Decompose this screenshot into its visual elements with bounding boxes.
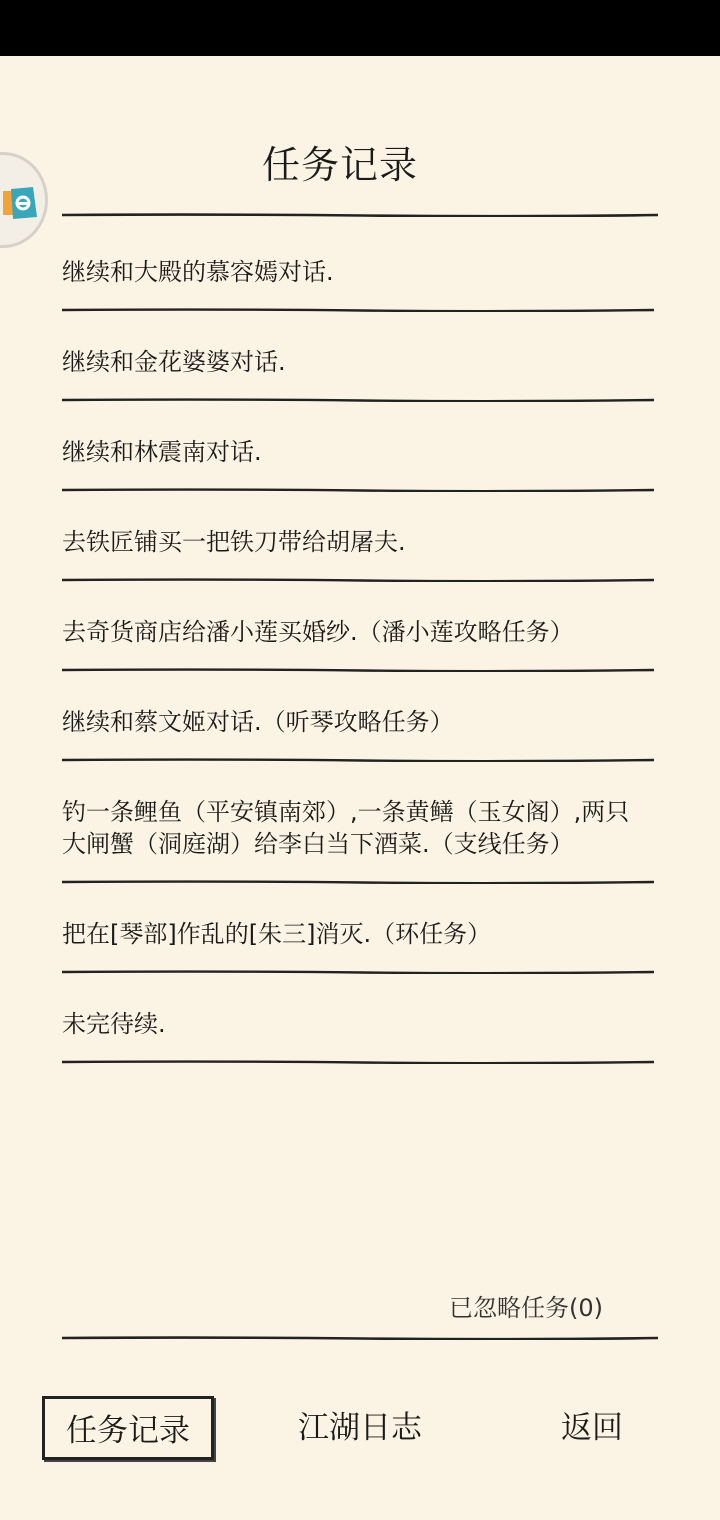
- status-bar: [0, 0, 720, 56]
- task-text: 继续和大殿的慕容嫣对话.: [62, 258, 334, 286]
- ignored-tasks-link[interactable]: 已忽略任务(0): [449, 1294, 603, 1322]
- app-shortcut-icon: [3, 185, 37, 221]
- task-list: [62, 222, 656, 1064]
- bottom-divider: [62, 1336, 658, 1340]
- page-title: 任务记录: [261, 143, 418, 187]
- task-divider: [62, 1060, 654, 1064]
- task-item[interactable]: [62, 974, 656, 1064]
- bottom-nav: [0, 1396, 720, 1462]
- task-text: 钓一条鲤鱼（平安镇南郊）,一条黄鳝（玉女阁）,两只大闸蟹（洞庭湖）给李白当下酒菜.（支线任务）: [62, 798, 630, 858]
- back-button[interactable]: 返回: [540, 1396, 644, 1460]
- task-text: 去铁匠铺买一把铁刀带给胡屠夫.: [62, 528, 406, 556]
- task-text: 把在[琴部]作乱的[朱三]消灭.（环任务）: [62, 920, 492, 948]
- task-text: 未完待续.: [62, 1010, 166, 1038]
- title-divider: [62, 213, 658, 217]
- task-item[interactable]: [62, 672, 656, 762]
- tab-task-records[interactable]: 任务记录: [42, 1396, 214, 1460]
- task-item[interactable]: [62, 222, 656, 312]
- tab-jianghu-journal[interactable]: 江湖日志: [280, 1396, 440, 1460]
- task-item[interactable]: [62, 762, 656, 884]
- task-item[interactable]: [62, 582, 656, 672]
- task-item[interactable]: [62, 402, 656, 492]
- task-item[interactable]: [62, 312, 656, 402]
- task-text: 去奇货商店给潘小莲买婚纱.（潘小莲攻略任务）: [62, 618, 574, 646]
- task-text: 继续和蔡文姬对话.（听琴攻略任务）: [62, 708, 454, 736]
- task-item[interactable]: [62, 492, 656, 582]
- task-text: 继续和金花婆婆对话.: [62, 348, 286, 376]
- task-text: 继续和林震南对话.: [62, 438, 262, 466]
- task-item[interactable]: [62, 884, 656, 974]
